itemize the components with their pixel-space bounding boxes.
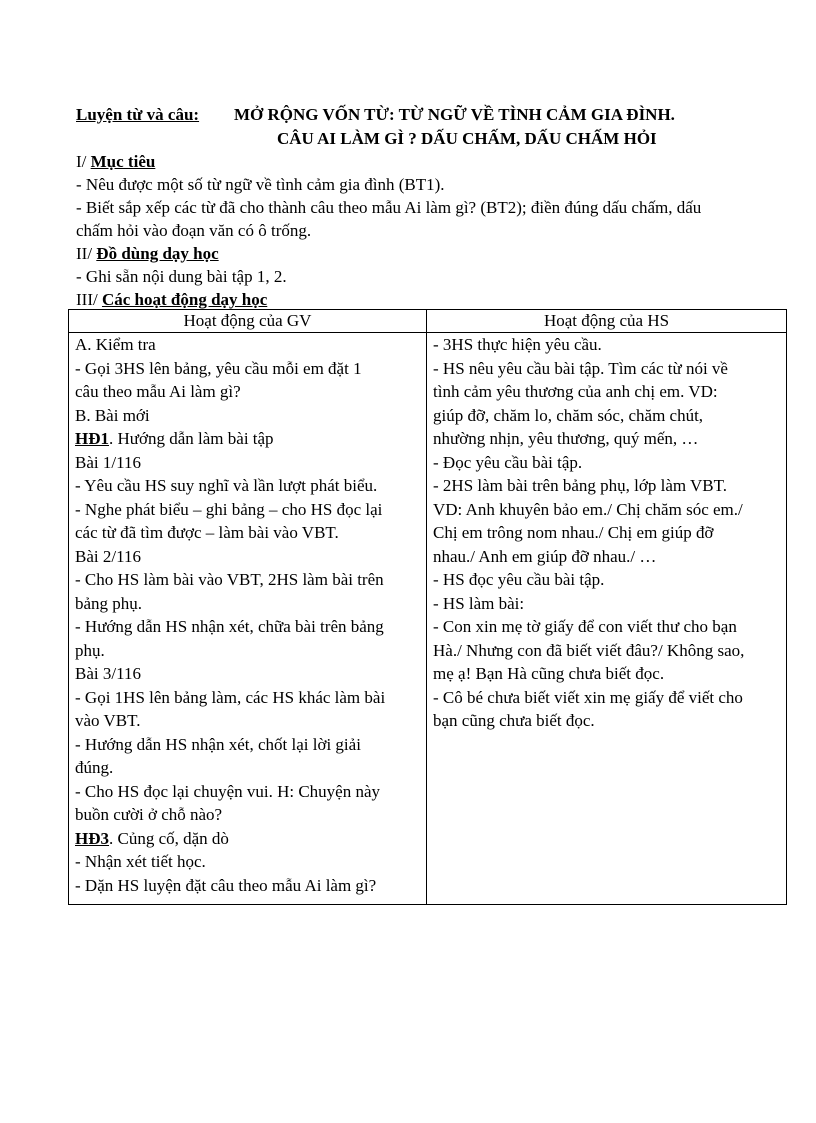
gv-line (75, 733, 420, 757)
gv-line (75, 568, 420, 592)
gv-line (75, 404, 420, 428)
hs-line: mẹ ạ! Bạn Hà cũng chưa biết đọc. (433, 664, 665, 683)
objective-line: - Biết sắp xếp các từ đã cho thành câu theo mẫu Ai làm gì? (BT2); điền đúng dấu chấm, dấu (76, 198, 702, 217)
gv-line-text: bảng phụ. (75, 593, 143, 613)
gv-line-text: Bài 2/116 (75, 546, 141, 566)
hs-line: - 2HS làm bài trên bảng phụ, lớp làm VBT. (433, 476, 728, 495)
hs-line: tình cảm yêu thương của anh chị em. VD: (433, 382, 718, 401)
gv-line (75, 451, 420, 475)
materials-heading-text: Đồ dùng dạy học (96, 244, 219, 263)
gv-line (75, 474, 420, 498)
gv-line (75, 545, 420, 569)
gv-line-text: A. Kiểm tra (75, 335, 156, 354)
col-header-hs: Hoạt động của HS (427, 310, 787, 333)
gv-line (75, 850, 420, 874)
objective-line: chấm hỏi vào đoạn văn có ô trống. (76, 221, 312, 240)
activities-prefix: III/ (76, 290, 102, 309)
gv-line (75, 380, 420, 404)
activities-section (76, 288, 788, 311)
gv-line (75, 427, 420, 451)
gv-line-text: - Nghe phát biểu – ghi bảng – cho HS đọc lại (75, 499, 383, 519)
gv-line-text: - Hướng dẫn HS nhận xét, chữa bài trên bảng (75, 617, 384, 636)
gv-line-text: - Yêu cầu HS suy nghĩ và lần lượt phát biểu. (75, 476, 378, 495)
gv-line (75, 803, 420, 827)
hs-line: nhường nhịn, yêu thương, quý mến, … (433, 429, 699, 448)
lesson-title-line1: MỞ RỘNG VỐN TỪ: TỪ NGỮ VỀ TÌNH CẢM GIA ĐÌNH. (234, 105, 675, 124)
table-header-row (69, 310, 787, 333)
gv-line (75, 357, 420, 381)
hs-line: - HS nêu yêu cầu bài tập. Tìm các từ nói về (433, 358, 728, 378)
gv-line (75, 780, 420, 804)
gv-line (75, 333, 420, 357)
gv-line-text: Bài 1/116 (75, 452, 141, 472)
gv-line-text: phụ. (75, 640, 105, 660)
materials-section (76, 242, 788, 288)
objective-line: - Nêu được một số từ ngữ về tình cảm gia đình (BT1). (76, 175, 445, 194)
gv-line-text: các từ đã tìm được – làm bài vào VBT. (75, 523, 339, 542)
col-header-gv: Hoạt động của GV (69, 310, 427, 333)
gv-line (75, 521, 420, 545)
gv-line-text: - Gọi 1HS lên bảng làm, các HS khác làm bài (75, 687, 386, 707)
title-row (76, 104, 776, 126)
hs-line: giúp đỡ, chăm lo, chăm sóc, chăm chút, (433, 405, 704, 425)
activity-step-label: HĐ1 (75, 429, 109, 448)
subject-label: Luyện từ và câu: (76, 105, 200, 124)
table-body-row (69, 333, 787, 905)
gv-line (75, 662, 420, 686)
materials-prefix: II/ (76, 244, 97, 263)
hs-activities-cell (427, 333, 787, 905)
gv-line (75, 592, 420, 616)
activities-heading (76, 288, 788, 311)
activities-table (68, 309, 787, 905)
gv-line-text: B. Bài mới (75, 405, 150, 425)
gv-line-text: câu theo mẫu Ai làm gì? (75, 382, 241, 401)
gv-line (75, 709, 420, 733)
activities-heading-text: Các hoạt động dạy học (101, 290, 268, 309)
lesson-title-line2: CÂU AI LÀM GÌ ? DẤU CHẤM, DẤU CHẤM HỎI (277, 129, 657, 148)
gv-line-text: - Nhận xét tiết học. (75, 852, 206, 871)
activity-step-label: HĐ3 (75, 828, 109, 848)
materials-line: - Ghi sẵn nội dung bài tập 1, 2. (76, 267, 287, 286)
hs-line: Chị em trông nom nhau./ Chị em giúp đỡ (433, 523, 714, 542)
hs-line: - Con xin mẹ tờ giấy để con viết thư cho bạn (433, 617, 737, 636)
gv-line-text: - Hướng dẫn HS nhận xét, chốt lại lời giải (75, 734, 361, 754)
gv-line (75, 874, 420, 898)
gv-line-text: - Cho HS làm bài vào VBT, 2HS làm bài trên (75, 570, 384, 589)
gv-line (75, 615, 420, 639)
objectives-heading-text: Mục tiêu (90, 152, 156, 171)
objectives-heading (76, 150, 788, 173)
gv-line (75, 686, 420, 710)
gv-line-text: - Cho HS đọc lại chuyện vui. H: Chuyện này (75, 781, 381, 801)
gv-line-text: buồn cười ở chỗ nào? (75, 805, 223, 824)
gv-line (75, 827, 420, 851)
hs-line: - HS làm bài: (433, 593, 525, 613)
gv-line-text: . Hướng dẫn làm bài tập (109, 429, 274, 448)
materials-heading (76, 242, 788, 265)
gv-line-text: - Gọi 3HS lên bảng, yêu cầu mỗi em đặt 1 (75, 358, 362, 378)
gv-line (75, 756, 420, 780)
hs-line: bạn cũng chưa biết đọc. (433, 711, 595, 730)
hs-line: Hà./ Nhưng con đã biết viết đâu?/ Không sao, (433, 640, 745, 660)
gv-line-text: Bài 3/116 (75, 664, 141, 683)
hs-line: nhau./ Anh em giúp đỡ nhau./ … (433, 546, 657, 566)
hs-line: - 3HS thực hiện yêu cầu. (433, 335, 602, 354)
objectives-section (76, 150, 788, 242)
hs-line: VD: Anh khuyên bảo em./ Chị chăm sóc em./ (433, 499, 743, 519)
gv-line-text: đúng. (75, 758, 114, 777)
gv-line-text: vào VBT. (75, 711, 141, 730)
gv-line-text: - Dặn HS luyện đặt câu theo mẫu Ai làm gì? (75, 875, 377, 895)
gv-line (75, 639, 420, 663)
gv-activities-cell (69, 333, 427, 905)
hs-line: - Đọc yêu cầu bài tập. (433, 452, 583, 472)
gv-line (75, 498, 420, 522)
hs-line: - HS đọc yêu cầu bài tập. (433, 570, 605, 589)
hs-line: - Cô bé chưa biết viết xin mẹ giấy để viết cho (433, 687, 743, 707)
objectives-prefix: I/ (76, 152, 91, 171)
gv-line-text: . Củng cố, dặn dò (109, 828, 229, 848)
